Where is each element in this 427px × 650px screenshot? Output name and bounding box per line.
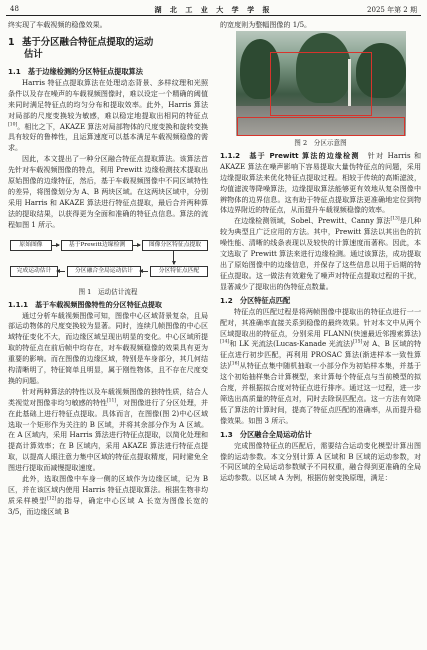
flow-arrow-2 <box>132 245 140 246</box>
section-1-2-heading: 1.2 分区特征点匹配 <box>220 295 291 305</box>
flow-box-prewitt: 基于Prewitt边缘检测 <box>61 240 133 251</box>
flow-box-finish: 完成运动估计 <box>10 266 58 277</box>
paragraph-edge-region-text: 此外，选取图像中车身一侧的区域作为边缘区域，记为 B 区，并在该区域内使用 Harris 特征点提取算法。根据生物非均质采样模型 <box>8 474 208 505</box>
figure-2-caption: 图 2 分区示意图 <box>294 138 347 147</box>
paragraph-width-note: 的宽度则为整幅图像的 1/5。 <box>220 20 312 29</box>
citation-14: [14] <box>220 340 230 346</box>
paragraph-image-analysis: 通过分析车载视频图像可知，图像中心区域背景复杂，且局部运动物体的尺度变换较为显著。同时，连续几帧图像的中心区域特征变化不大，而边缘区域呈现出明显的变化。中心区域所提取的特征点在前后帧中均存在，对车载视频稳像的效果具有更为重要的影响。而在图像的边缘区域，特别是车身部分，其几何结构清晰明了，特征简单且明显，属于刚性物体，且不存在尺度变换的问题。 <box>8 310 208 385</box>
flow-box-matching: 分区特征点匹配 <box>150 266 208 277</box>
flow-arrow-3 <box>57 271 65 272</box>
flow-arrow-down <box>173 251 174 264</box>
flow-box-original-image: 原始图像 <box>10 240 52 251</box>
paragraph-harris-text: Harris 特征点提取算法在处理动态背景、多样纹理和光照条件以及存在噪声的车载视频图像时，难以设定一个精确的阈值来同时满足特征点的均匀分布和提取效率。此外，Harris 算法对局部的尺度变换较为敏感，难以稳定地提取出相同的特征点 <box>8 77 208 120</box>
paragraph-edge-methods <box>220 216 421 292</box>
header-rule <box>6 15 421 16</box>
paragraph-partition-text-b: ，对图像进行了分区处理，并在此基础上进行特征点提取。具体而言，在图像(图 2)中心区域选取一个矩形作为关注的 B 区域，并将其余部分作为 A 区域。在 A 区域内，采用 Harris 算法进行特征点提取，以简化处理和提高计算效率；在 B 区域内，采用 AKAZE 算法进行特征点提取，以提高人眼注意力集中区域的特征点提取精度，同时避免全图进行提取而减慢提取速度。 <box>8 397 208 473</box>
paragraph-edge-methods-text-b: 是几种较为典型且广泛应用的方法。其中，Prewitt 算法以其出色的抗噪性能、清晰的线条表现以及较快的计算速度而著称。因此，本文选取了 Prewitt 算法来进行边缘检测。通过该算法，成功提取出了原始图像中的边缘信息，并保存了这些信息以用于后期的特征点提取。这一做法有效避免了噪声对特征点提取过程的干扰，显著减少了提取出的伪特征点数量。 <box>220 216 421 291</box>
paragraph-matching-text: 特征点的匹配过程是将两帧图像中提取出的特征点进行一一配对，其准确率直接关系到稳像的最终效果。针对本文中从两个区域提取出的特征点，分别采用 FLANN(快速最近邻搜索算法) <box>220 306 421 338</box>
region-a-box <box>270 52 372 116</box>
paragraph-matching-text-b: 和 LK 光流法(Lucas-Kanade 光流法) <box>229 339 354 349</box>
paragraph-edge-region-text-b: 的指导，确定中心区域 A 长宽为图像长宽的 3/5，而边缘区域 B <box>8 495 208 516</box>
flow-box-partition-extract: 图像分区特征点提取 <box>142 240 208 251</box>
paragraph-harris <box>8 78 208 154</box>
journal-title: 湖 北 工 业 大 学 学 报 <box>154 5 273 14</box>
section-1-1-2-heading: 1.1.2 基于 Prewitt 算法的边缘检测 <box>220 150 360 160</box>
page-number: 48 <box>10 5 19 13</box>
citation-10: [10] <box>8 122 18 128</box>
flow-arrow-4 <box>140 271 148 272</box>
paragraph-edge-region <box>8 474 208 518</box>
left-column <box>8 20 208 518</box>
citation-12: [12] <box>47 496 57 502</box>
figure-1-caption: 图 1 运动估计流程 <box>78 287 138 296</box>
section-1-title-line2: 估计 <box>24 49 43 61</box>
paragraph-proposal: 因此，本文提出了一种分区融合特征点提取算法。该算法首先针对车载视频图像的特点，利用 Prewitt 边缘检测技术提取出原始图像的边缘特征，然后，基于车载视频图像中不同区域特性的差异，将图像划分为 A、B 两块区域。在这两块区域中，分别采用 Harris 和 AKAZE 算法进行特征点提取，最后合并两种算法的提取结果，以获得更为全面和准确的特征点信息。算法的流程如图 1 所示。 <box>8 154 208 229</box>
region-b-box <box>237 117 405 136</box>
issue-label: 2025 年第 2 期 <box>367 6 417 14</box>
paragraph-partition <box>8 387 208 474</box>
paragraph-harris-text-b: 。相比之下，AKAZE 算法对局部物体的尺度变换和旋转变换具有较好的鲁棒性，且运算速度可以基本满足车载视频稳像的需求。 <box>8 121 208 153</box>
citation-11: [11] <box>106 398 117 404</box>
citation-16: [16] <box>230 361 240 367</box>
section-1-1-1-heading: 1.1.1 基于车载视频图像特性的分区特征点提取 <box>8 299 162 309</box>
citation-15: [15] <box>353 340 363 346</box>
paragraph-edge-methods-text: 在边缘检测领域，Sobel、Prewitt、Canny 算法 <box>234 216 391 226</box>
paragraph-matching <box>220 307 421 427</box>
paragraph-matching-text-d: 从特征点集中随机抽取一小部分作为初始样本集，并基于这个初始抽样集合计算模型，来计算每个特征点与当前模型的拟合度，并根据拟合度对特征点进行排序。通过这一过程，进一步筛选出高质量的特征点对，同时去除误匹配点。这一方法有效降低了算法的计算时间，提高了特征点匹配的准确率，从而提升稳像效果。如图 3 所示。 <box>220 361 421 425</box>
section-1-heading <box>8 37 208 62</box>
paragraph-global-motion: 完成图像特征点的匹配后，需要结合运动变化模型计算出图像的运动参数。本文分别计算 A 区域和 B 区域的运动参数，对不同区域的全局运动参数赋予不同权重，融合得到更准确的全局运动参数。以区域 A 为例，根据仿射变换原理，满足： <box>220 440 421 483</box>
section-1-title-line1: 基于分区融合特征点提取的运动 <box>22 36 154 48</box>
right-column <box>220 20 421 484</box>
flow-box-global-motion: 分区融合全局运动估计 <box>67 266 141 277</box>
section-1-3-heading: 1.3 分区融合全局运动估计 <box>220 429 312 439</box>
section-1-number: 1 <box>8 36 15 48</box>
citation-13: [13] <box>390 217 400 222</box>
section-1-1-heading: 1.1 基于边缘检测的分区特征点提取算法 <box>8 66 143 76</box>
figure-1-flowchart <box>8 235 208 285</box>
paragraph-matching-text-c: 对 A、B 区域的特征点进行初步匹配，再利用 PROSAC 算法(渐进样本一致性算法) <box>220 339 421 371</box>
paragraph-prewitt-text: 针对 Harris 和 AKAZE 算法在噪声影响下容易提取大量伪特征点的问题，采用边缘提取算法来优化特征点提取过程。相较于传统的高斯滤波，均值滤波等降噪算法，边缘提取算法能够更有效地从复杂图像中辨物体的边界信息。这有助于特征点提取算法更准确地定位到物体边界附近的特征点，从而提升车载视频稳像的效率。 <box>220 150 422 215</box>
intro-paragraph: 终实现了车载视频的稳像效果。 <box>8 20 107 29</box>
paragraph-partition-text: 针对两种算法的特性以及车载视频图像的独特性质，结合人类视觉对图像非均匀敏感的特性 <box>8 386 208 407</box>
figure-2-photo <box>236 31 406 136</box>
paragraph-prewitt <box>220 151 421 216</box>
flow-arrow-1 <box>51 245 59 246</box>
